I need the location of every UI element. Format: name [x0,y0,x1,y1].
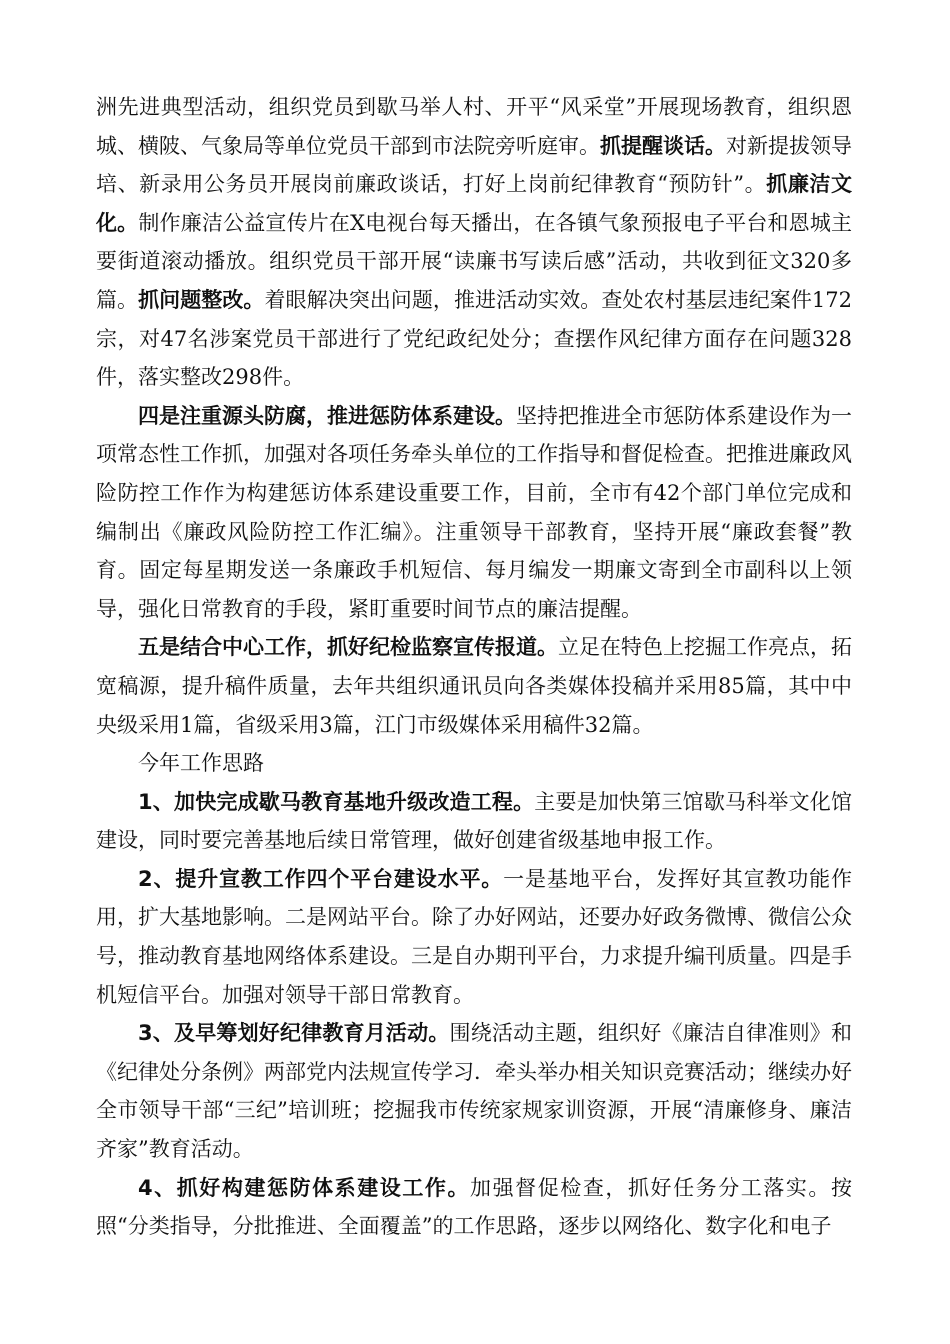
paragraph-text: 主要是加快第三馆歇马科举文化馆建设，同时要完善基地后续日常管理，做好创建省级基地申报工作。 [96,789,852,853]
paragraph-continued [96,88,852,397]
bold-heading: 3、及早筹划好纪律教育月活动。 [138,1021,450,1046]
paragraph-item-2 [96,860,852,1014]
bold-heading: 1、加快完成歇马教育基地升级改造工程。 [138,789,535,814]
section-heading [96,744,852,783]
paragraph-text: 加强督促检查，抓好任务分工落实。按照“分类指导，分批推进、全面覆盖”的工作思路，逐步以网络化、数字化和电子 [96,1175,852,1239]
bold-heading: 2、提升宣教工作四个平台建设水平。 [138,866,504,891]
paragraph-item-4 [96,1169,852,1246]
paragraph-text: 着眼解决突出问题，推进活动实效。查处农村基层违纪案件172宗，对47名涉案党员干部进行了党纪政纪处分；查摆作风纪律方面存在问题328件，落实整改298件。 [96,287,853,390]
paragraph-item-1 [96,783,852,860]
paragraph-section-5 [96,628,852,744]
bold-heading: 五是结合中心工作，抓好纪检监察宣传报道。 [138,635,558,660]
paragraph-text: 围绕活动主题，组织好《廉洁自律准则》和《纪律处分条例》两部党内法规宣传学习．牵头举办相关知识竞赛活动；继续办好全市领导干部“三纪”培训班；挖掘我市传统家规家训资源，开展“清廉修身、廉洁齐家”教育活动。 [96,1021,852,1162]
bold-heading: 4、抓好构建惩防体系建设工作。 [138,1175,471,1200]
paragraph-section-4 [96,397,852,629]
bold-heading: 四是注重源头防腐，推进惩防体系建设。 [138,403,516,428]
paragraph-text: 洲先进典型活动，组织党员到歇马举人村、开平“风采堂”开展现场教育，组织恩城、横陂、气象局等单位党员干部到市法院旁听庭审。 [96,95,852,158]
paragraph-text: 对新提拔领导培、新录用公务员开展岗前廉政谈话，打好上岗前纪律教育“预防针”。 [96,133,852,197]
paragraph-text: 一是基地平台，发挥好其宣教功能作用，扩大基地影响。二是网站平台。除了办好网站，还要办好政务微博、微信公众号，推动教育基地网络体系建设。三是自办期刊平台，力求提升编刊质量。四是手机短信平台。加强对领导干部日常教育。 [96,866,852,1007]
bold-heading: 抓提醒谈话。 [600,133,726,158]
paragraph-item-3 [96,1014,852,1168]
paragraph-text: 立足在特色上挖掘工作亮点，拓宽稿源，提升稿件质量，去年共组织通讯员向各类媒体投稿并采用85篇，其中中央级采用1篇，省级采用3篇，江门市级媒体采用稿件32篇。 [96,635,852,737]
paragraph-text: 制作廉洁公益宣传片在X电视台每天播出，在各镇气象预报电子平台和恩城主要街道滚动播放。组织党员干部开展“读廉书写读后感”活动，共收到征文320多篇。 [96,210,853,312]
paragraph-text: 坚持把推进全市惩防体系建设作为一项常态性工作抓，加强对各项任务牵头单位的工作指导和督促检查。把推进廉政风险防控工作作为构建惩访体系建设重要工作，目前，全市有42个部门单位完成和编制出《廉政风险防控工作汇编》。注重领导干部教育，坚持开展“廉政套餐”教育。固定每星期发送一条廉政手机短信、每月编发一期廉文寄到全市副科以上领导，强化日常教育的手段，紧盯重要时间节点的廉洁提醒。 [96,403,852,621]
bold-heading: 抓问题整改。 [138,287,265,312]
document-body [96,88,852,1246]
bold-heading: 抓廉洁文化。 [96,172,852,235]
section-heading-text: 今年工作思路 [138,751,264,776]
